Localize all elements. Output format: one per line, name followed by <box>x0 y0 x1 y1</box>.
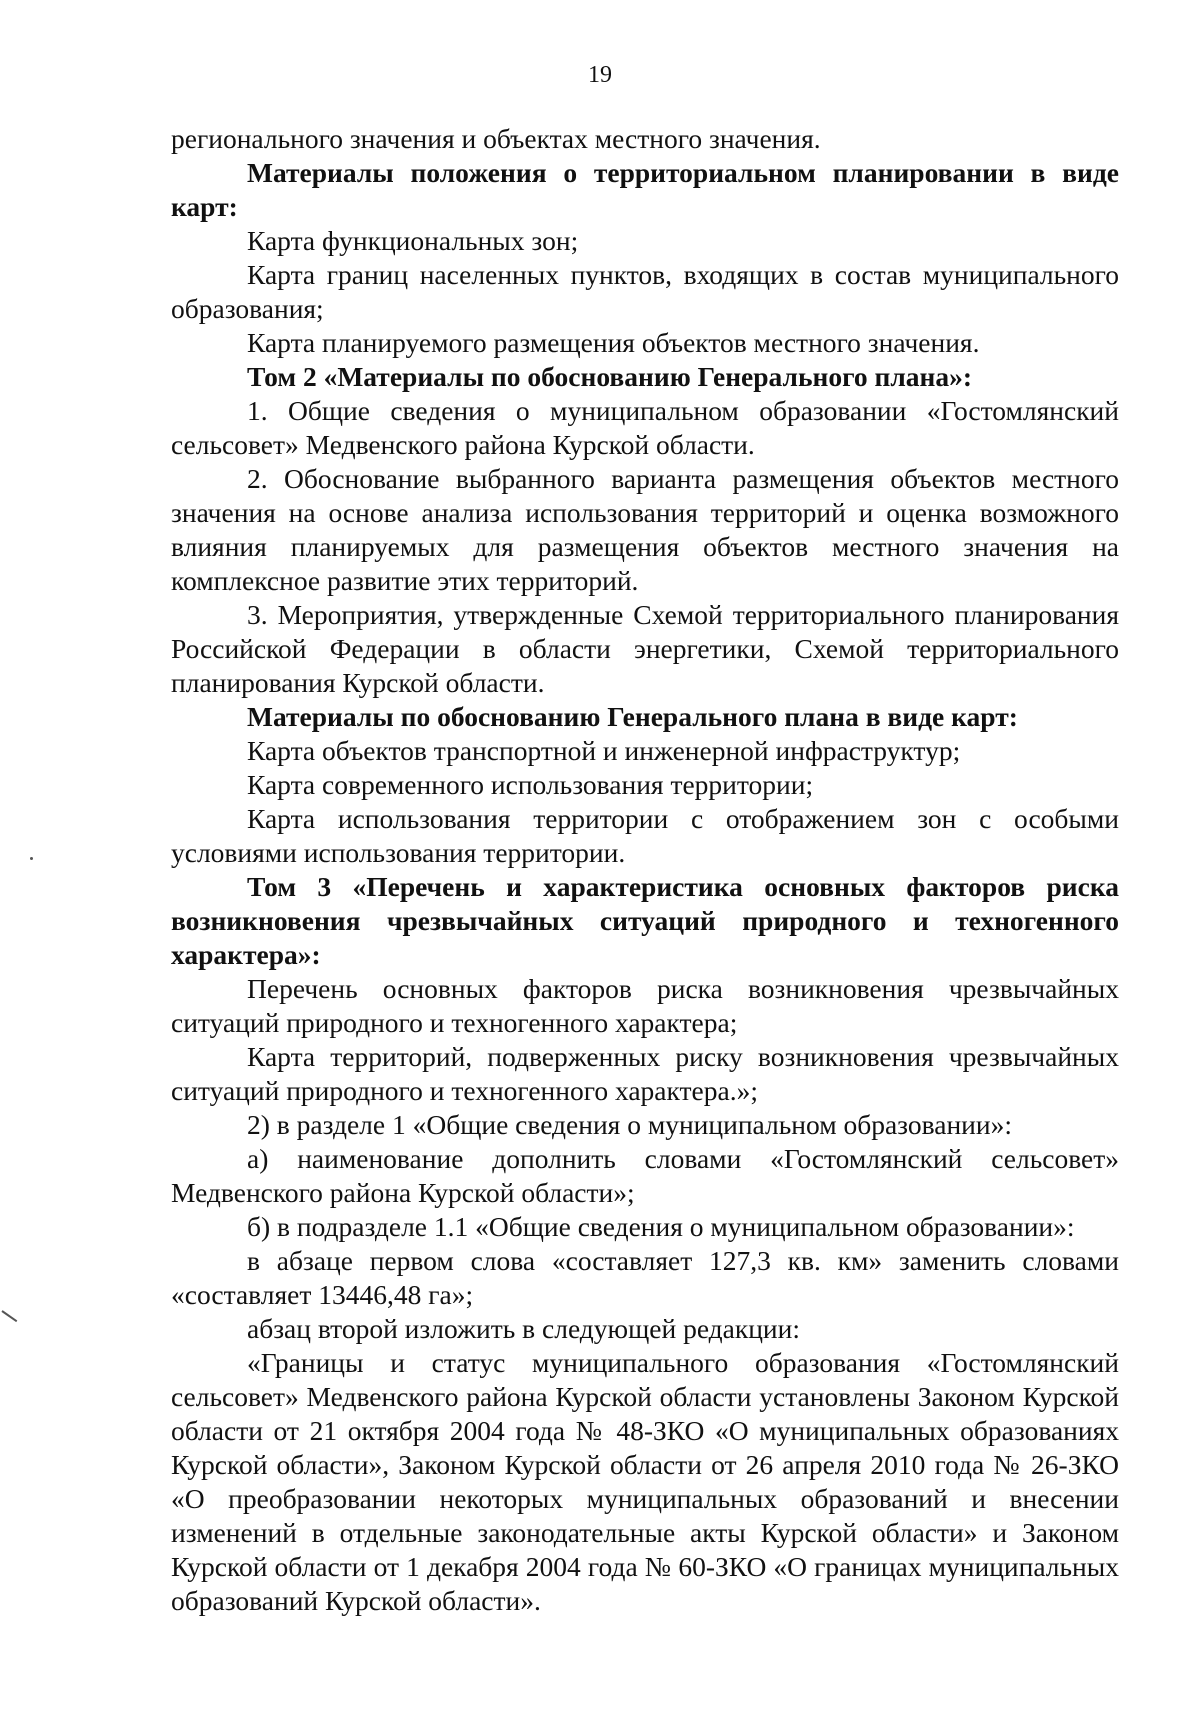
paragraph: а) наименование дополнить словами «Гостомлянский сельсовет» Медвенского района Курской области»; <box>171 1143 1119 1208</box>
list-item: 3. Мероприятия, утвержденные Схемой территориального планирования Российской Федерации в области энергетики, Схемой территориального планирования Курской области. <box>171 599 1119 698</box>
list-item: Перечень основных факторов риска возникновения чрезвычайных ситуаций природного и техногенного характера; <box>171 973 1119 1038</box>
list-item: Карта территорий, подверженных риску возникновения чрезвычайных ситуаций природного и техногенного характера.»; <box>171 1041 1119 1106</box>
paragraph: в абзаце первом слова «составляет 127,3 кв. км» заменить словами «составляет 13446,48 га»; <box>171 1245 1119 1310</box>
list-item: Карта современного использования территории; <box>247 769 814 800</box>
scan-speck <box>30 857 33 860</box>
list-item: Карта границ населенных пунктов, входящих в состав муниципального образования; <box>171 259 1119 324</box>
paragraph: «Границы и статус муниципального образования «Гостомлянский сельсовет» Медвенского района Курской области установлены Законом Курской области от 21 октября 2004 года № 48-ЗКО «О муниципальных образованиях Курской области», Законом Курской области от 26 апреля 2010 года № 26-ЗКО «О преобразовании некоторых муниципальных образований и внесении изменений в отдельные законодательные акты Курской области» и Законом Курской области от 1 декабря 2004 года № 60-ЗКО «О границах муниципальных образований Курской области». <box>171 1347 1119 1616</box>
heading-maps-justification: Материалы по обоснованию Генерального плана в виде карт: <box>247 701 1018 732</box>
document-body <box>171 122 1119 1618</box>
heading-volume-2: Том 2 «Материалы по обоснованию Генерального плана»: <box>247 361 973 392</box>
list-item: Карта функциональных зон; <box>247 225 579 256</box>
list-item: 1. Общие сведения о муниципальном образовании «Гостомлянский сельсовет» Медвенского района Курской области. <box>171 395 1119 460</box>
list-item: Карта планируемого размещения объектов местного значения. <box>247 327 980 358</box>
page-number: 19 <box>588 62 612 88</box>
scan-mark <box>1 1310 17 1322</box>
paragraph: 2) в разделе 1 «Общие сведения о муниципальном образовании»: <box>247 1109 1013 1140</box>
list-item: Карта использования территории с отображением зон с особыми условиями использования территории. <box>171 803 1119 868</box>
list-item: Карта объектов транспортной и инженерной инфраструктур; <box>247 735 961 766</box>
heading-volume-3: Том 3 «Перечень и характеристика основных факторов риска возникновения чрезвычайных ситуаций природного и техногенного характера»: <box>171 871 1119 970</box>
paragraph: б) в подразделе 1.1 «Общие сведения о муниципальном образовании»: <box>247 1211 1075 1242</box>
paragraph-1: регионального значения и объектах местного значения. <box>171 123 821 154</box>
paragraph: абзац второй изложить в следующей редакции: <box>247 1313 801 1344</box>
list-item: 2. Обоснование выбранного варианта размещения объектов местного значения на основе анализа использования территорий и оценка возможного влияния планируемых для размещения объектов местного значения на комплексное развитие этих территорий. <box>171 463 1119 596</box>
heading-maps-position: Материалы положения о территориальном планировании в виде карт: <box>171 157 1119 222</box>
